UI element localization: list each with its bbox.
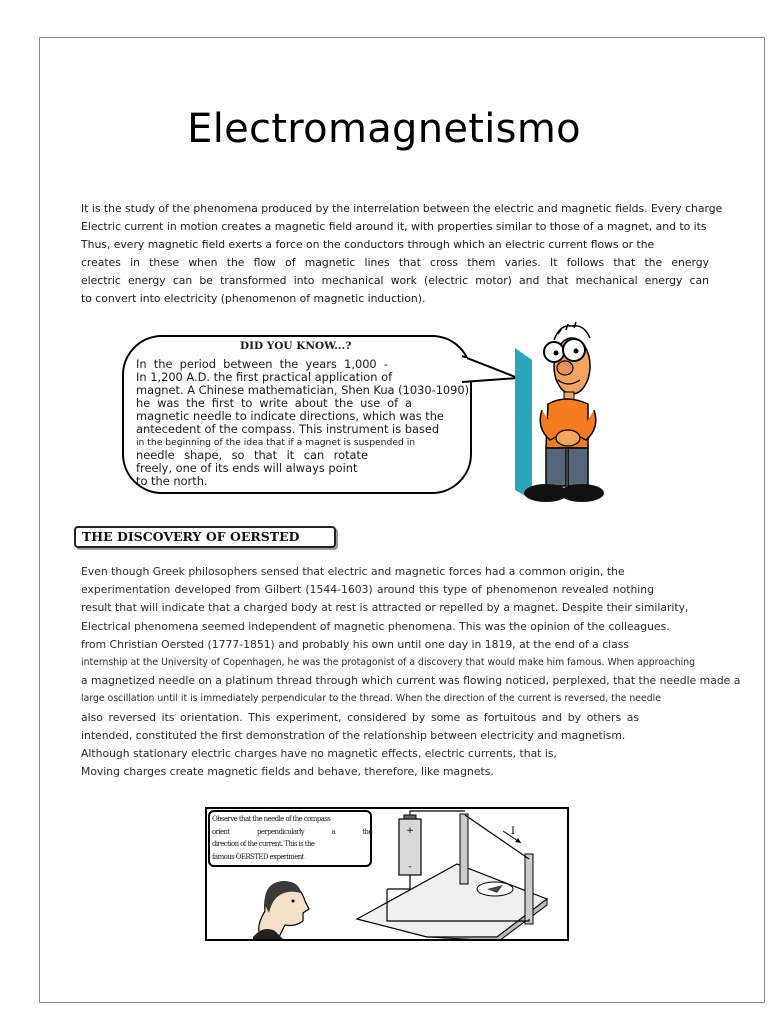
discovery-line: large oscillation until it is immediately perpendicular to the thread. When the direction of the current is reversed, the needle xyxy=(81,693,661,705)
caption-line: orient perpendicularly a the xyxy=(212,827,372,836)
did-you-know-line: to the north. xyxy=(136,474,208,488)
discovery-line: Although stationary electric charges have no magnetic effects, electric currents, that is, xyxy=(81,747,557,761)
intro-line: It is the study of the phenomena produced by the interrelation between the electric and magnetic fields. Every charge xyxy=(81,202,723,215)
discovery-line: Moving charges create magnetic fields and behave, therefore, like magnets. xyxy=(81,765,494,779)
did-you-know-heading: DID YOU KNOW...? xyxy=(240,340,352,352)
did-you-know-line: freely, one of its ends will always point xyxy=(136,461,358,475)
discovery-line: result that will indicate that a charged body at rest is attracted or repelled by a magnet. Despite their similarity, xyxy=(81,601,689,615)
discovery-line: experimentation developed from Gilbert (1544-1603) around this type of phenomenon revealed nothing xyxy=(81,583,654,597)
caption-line: Observe that the needle of the compass xyxy=(212,815,331,823)
intro-line: Electric current in motion creates a magnetic field around it, with properties similar to those of a magnet, and to its xyxy=(81,220,707,233)
intro-line: to convert into electricity (phenomenon of magnetic induction). xyxy=(81,292,426,305)
did-you-know-line: he was the first to write about the use of a xyxy=(136,396,412,410)
discovery-paragraph xyxy=(81,563,741,781)
discovery-line: Electrical phenomena seemed independent of magnetic phenomena. This was the opinion of the colleagues. xyxy=(81,619,670,633)
intro-line: Thus, every magnetic field exerts a force on the conductors through which an electric current flows or the xyxy=(81,238,655,251)
discovery-line: a magnetized needle on a platinum thread through which current was flowing noticed, perplexed, that the needle made a xyxy=(81,674,741,688)
svg-text:+: + xyxy=(406,826,414,836)
did-you-know-line: in the beginning of the idea that if a magnet is suspended in xyxy=(136,437,416,448)
did-you-know-line: magnet. A Chinese mathematician, Shen Kua (1030-1090) xyxy=(136,383,470,397)
caption-line: direction of the current. This is the xyxy=(212,840,315,848)
cartoon-character-illustration xyxy=(510,318,610,508)
caption-line: famous OERSTED experiment xyxy=(212,852,304,861)
intro-line: electric energy can be transformed into mechanical work (electric motor) and that mechanical energy can xyxy=(81,274,709,287)
did-you-know-line: antecedent of the compass. This instrument is based xyxy=(136,422,440,436)
discovery-line: Even though Greek philosophers sensed that electric and magnetic forces had a common origin, the xyxy=(81,565,625,578)
discovery-line: internship at the University of Copenhagen, he was the protagonist of a discovery that would make him famous. When approaching xyxy=(81,657,696,669)
did-you-know-line: In 1,200 A.D. the first practical application of xyxy=(136,370,393,384)
intro-line: creates in these when the flow of magnetic lines that cross them varies. It follows that the energy xyxy=(81,256,709,269)
did-you-know-line: magnetic needle to indicate directions, which was the xyxy=(136,409,444,423)
did-you-know-line: In the period between the years 1,000 - xyxy=(136,357,388,371)
svg-text:-: - xyxy=(408,862,412,872)
section-heading: THE DISCOVERY OF OERSTED xyxy=(82,529,300,544)
page-title: Electromagnetismo xyxy=(187,106,581,152)
discovery-line: intended, constituted the first demonstration of the relationship between electricity and magnetism. xyxy=(81,728,626,742)
discovery-line: also reversed its orientation. This experiment, considered by some as fortuitous and by others as xyxy=(81,710,639,724)
current-label: I xyxy=(511,826,515,837)
intro-paragraph xyxy=(81,200,723,308)
did-you-know-text xyxy=(136,357,470,488)
discovery-line: from Christian Oersted (1777-1851) and probably his own until one day in 1819, at the end of a class xyxy=(81,637,630,651)
figure-caption xyxy=(212,813,372,863)
did-you-know-line: needle shape, so that it can rotate xyxy=(136,448,368,462)
